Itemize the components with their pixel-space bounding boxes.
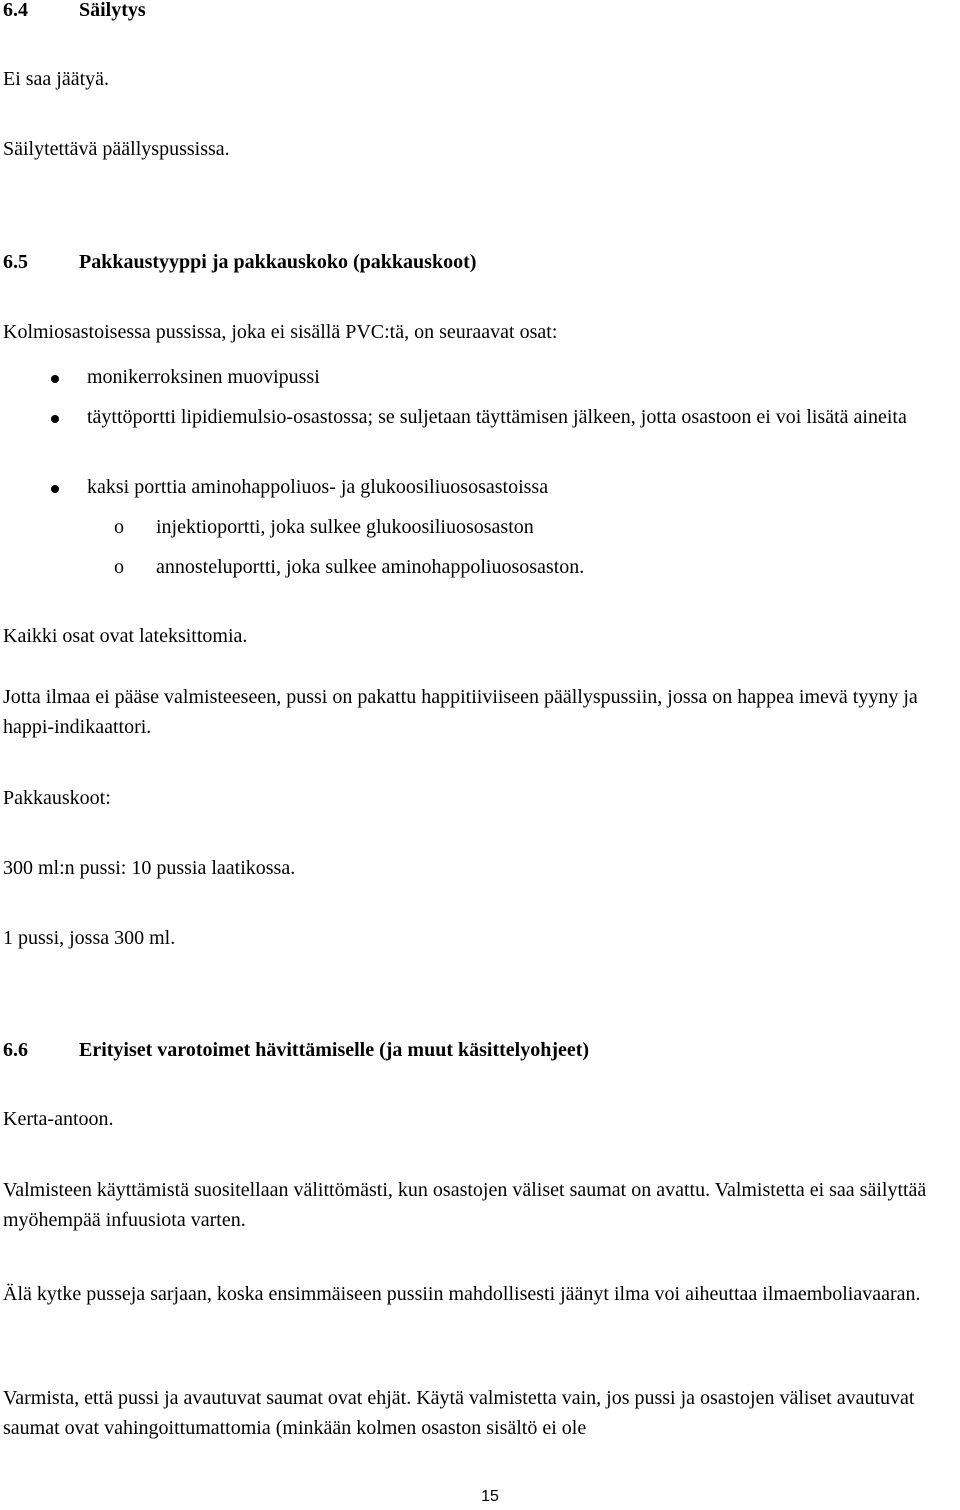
- paragraph: Älä kytke pusseja sarjaan, koska ensimmäiseen pussiin mahdollisesti jäänyt ilma voi aiheuttaa ilmaemboliavaaran.: [3, 1283, 921, 1305]
- bullet-icon: [51, 485, 59, 493]
- section-number: 6.5: [3, 251, 28, 273]
- paragraph: Valmisteen käyttämistä suositellaan välittömästi, kun osastojen väliset saumat on avattu. Valmistetta ei saa säilyttää myöhempää infuusiota varten.: [3, 1179, 927, 1231]
- list-item-text: täyttöportti lipidiemulsio-osastossa; se suljetaan täyttämisen jälkeen, jotta osastoon ei voi lisätä aineita: [87, 406, 907, 428]
- section-number: 6.4: [3, 0, 28, 21]
- section-number: 6.6: [3, 1039, 28, 1061]
- page-number: 15: [481, 1488, 499, 1505]
- section-6-6-heading: [3, 1035, 589, 1065]
- section-6-5-heading: [3, 247, 476, 277]
- paragraph: Säilytettävä päällyspussissa.: [3, 138, 230, 160]
- paragraph: Varmista, että pussi ja avautuvat saumat ovat ehjät. Käytä valmistetta vain, jos pussi ja osastojen väliset avautuvat saumat ovat vahingoittumattomia (minkään kolmen osaston sisältö ei ole: [3, 1387, 915, 1439]
- sub-bullet-marker: o: [114, 556, 124, 578]
- paragraph: Kolmiosastoisessa pussissa, joka ei sisällä PVC:tä, on seuraavat osat:: [3, 321, 558, 343]
- section-title: Pakkaustyyppi ja pakkauskoko (pakkauskoot): [79, 251, 477, 273]
- section-title: Erityiset varotoimet hävittämiselle (ja muut käsittelyohjeet): [79, 1039, 590, 1061]
- bullet-icon: [51, 415, 59, 423]
- section-title: Säilytys: [79, 0, 146, 21]
- paragraph: Pakkauskoot:: [3, 787, 111, 809]
- paragraph: Kerta-antoon.: [3, 1108, 114, 1130]
- paragraph: Ei saa jäätyä.: [3, 68, 110, 90]
- paragraph: 300 ml:n pussi: 10 pussia laatikossa.: [3, 857, 296, 879]
- paragraph: Jotta ilmaa ei pääse valmisteeseen, pussi on pakattu happitiiviiseen päällyspussiin, jossa on happea imevä tyyny ja happi-indikaattori.: [3, 686, 918, 738]
- bullet-icon: [51, 375, 59, 383]
- list-item-text: monikerroksinen muovipussi: [87, 366, 320, 388]
- paragraph: Kaikki osat ovat lateksittomia.: [3, 625, 248, 647]
- sub-bullet-marker: o: [114, 516, 124, 538]
- section-6-4-heading: [3, 0, 146, 25]
- list-item-text: kaksi porttia aminohappoliuos- ja glukoosiliuososastoissa: [87, 476, 549, 498]
- paragraph: 1 pussi, jossa 300 ml.: [3, 927, 176, 949]
- sub-list-item-text: annosteluportti, joka sulkee aminohappoliuososaston.: [156, 556, 585, 578]
- sub-list-item-text: injektioportti, joka sulkee glukoosiliuososaston: [156, 516, 534, 538]
